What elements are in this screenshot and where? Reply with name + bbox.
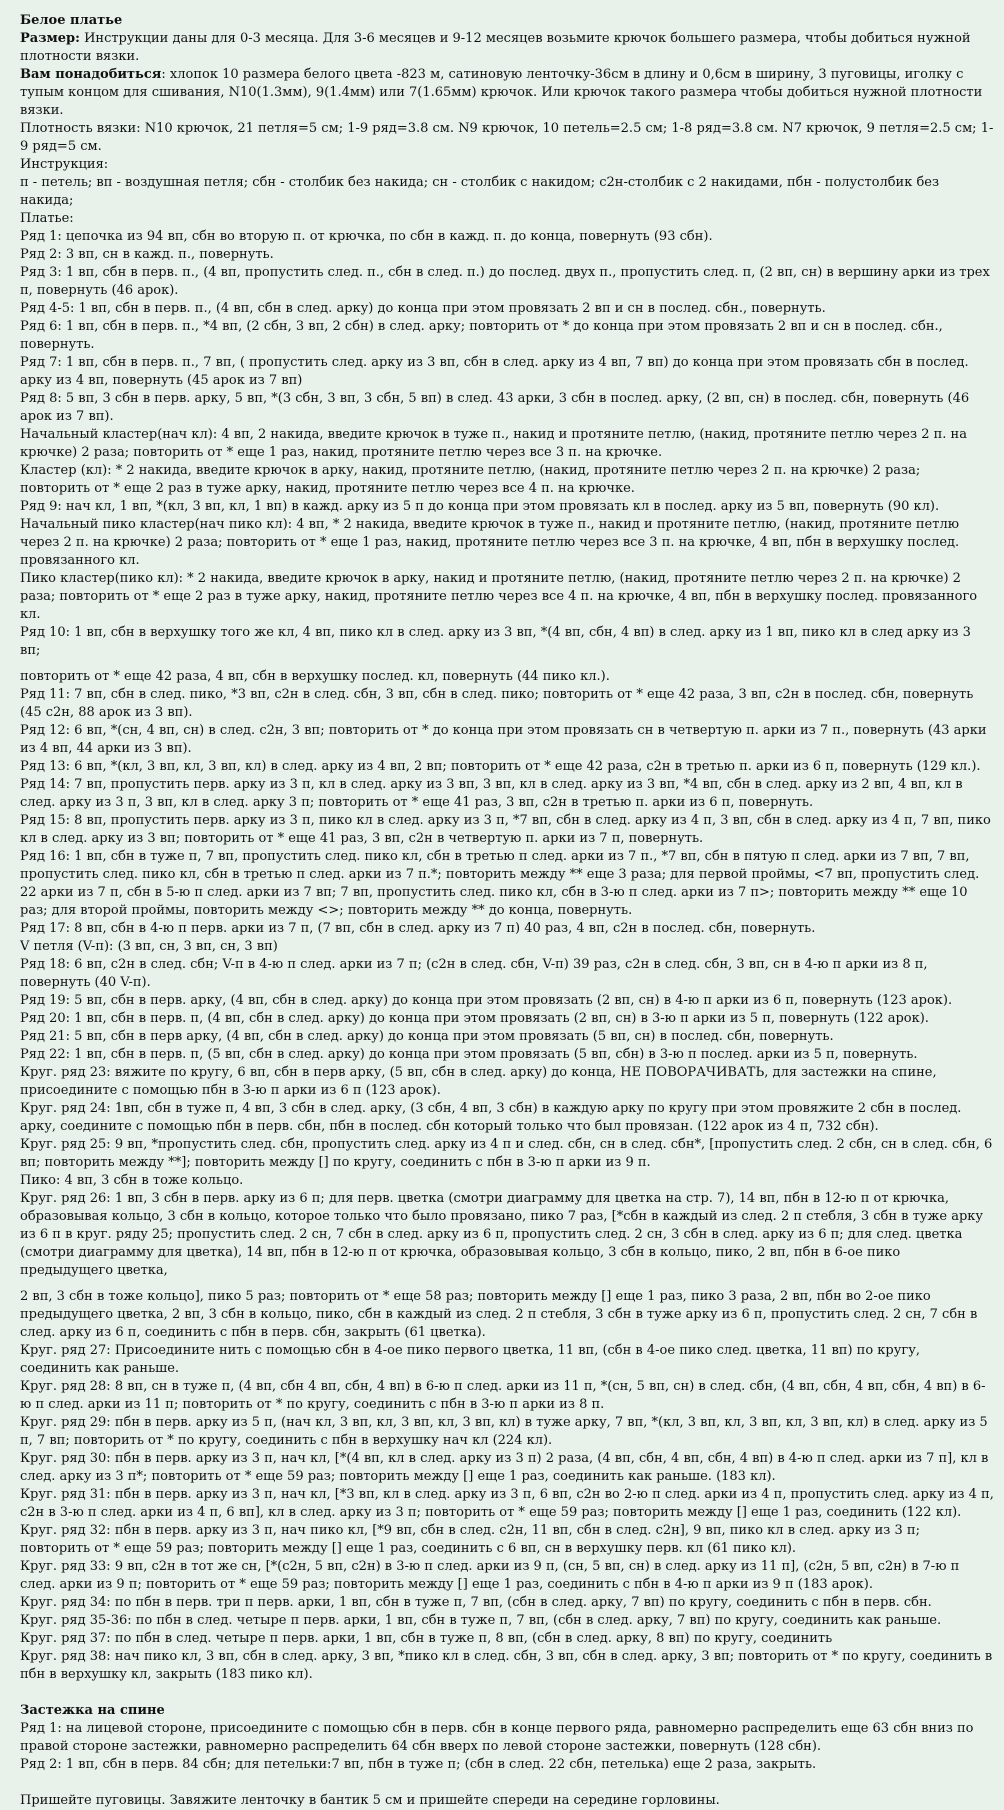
instruction-line: Начальный пико кластер(нач пико кл): 4 вп, * 2 накида, введите крючок в туже п., накид и протяните петлю, (накид, протяните петлю через 2 п. на крючке) 2 раза; повторить от * еще 1 раз, накид, протяните петлю через все 3 п. на крючке, 4 вп, пбн в верхушку послед. провязанного кл. xyxy=(20,517,960,568)
instruction-line: Ряд 4-5: 1 вп, сбн в перв. п., (4 вп, сбн в след. арку) до конца при этом провязать 2 вп и сн в послед. сбн., повернуть. xyxy=(20,301,826,316)
abbreviations-paragraph: п - петель; вп - воздушная петля; сбн - столбик без накида; сн - столбик с накидом; с2н-столбик с 2 накидами, пбн - полустолбик без накида; xyxy=(20,175,940,208)
size-text: Инструкции даны для 0-3 месяца. Для 3-6 месяцев и 9-12 месяцев возьмите крючок большего размера, чтобы добиться нужной плотности вязки. xyxy=(20,31,971,64)
instruction-line: Ряд 9: нач кл, 1 вп, *(кл, 3 вп, кл, 1 вп) в кажд. арку из 5 п до конца при этом провязать кл в послед. арку из 5 вп, повернуть (90 кл). xyxy=(20,499,940,514)
instruction-line: Круг. ряд 33: 9 вп, с2н в тот же сн, [*(с2н, 5 вп, с2н) в 3-ю п след. арки из 9 п, (сн, 5 вп, сн) в след. арку из 11 п], (с2н, 5 вп, с2н) в 7-ю п след. арки из 9 п; повторить от * еще 59 раз; повторить между [] еще 1 раз, соединить с пбн в 4-ю п арки из 9 п (183 арок). xyxy=(20,1559,960,1592)
instruction-line: Круг. ряд 35-36: по пбн в след. четыре п перв. арки, 1 вп, сбн в туже п, 7 вп, (сбн в след. арку, 7 вп) по кругу, соединить как раньше. xyxy=(20,1613,942,1628)
instruction-line: Ряд 19: 5 вп, сбн в перв. арку, (4 вп, сбн в след. арку) до конца при этом провязать (2 вп, сн) в 4-ю п арки из 6 п, повернуть (123 арок). xyxy=(20,993,953,1008)
instruction-line: Ряд 16: 1 вп, сбн в туже п, 7 вп, пропустить след. пико кл, сбн в третью п след. арки из 7 п., *7 вп, сбн в пятую п след. арки из 7 вп, 7 вп, пропустить след. пико кл, сбн в третью п след. арки из 7 п.*; повторить между ** еще 3 раза; для первой проймы, <7 вп, пропустить след. 22 арки из 7 п, сбн в 5-ю п след. арки из 7 вп; 7 вп, пропустить след. пико кл, сбн в 3-ю п след. арки из 7 п>; повторить между ** еще 10 раз; для второй проймы, повторить между <>; повторить между ** до конца, повернуть. xyxy=(20,849,980,918)
instruction-line: Круг. ряд 32: пбн в перв. арку из 3 п, нач пико кл, [*9 вп, сбн в след. с2н, 11 вп, сбн в след. с2н], 9 вп, пико кл в след. арку из 3 п; повторить от * еще 59 раз; повторить между [] еще 1 раз, соединить с 6 вп, сн в верхушку перв. кл (61 пико кл). xyxy=(20,1523,920,1556)
instruction-line: Ряд 18: 6 вп, с2н в след. сбн; V-п в 4-ю п след. арки из 7 п; (с2н в след. сбн, V-п) 39 раз, с2н в след. сбн, 3 вп, сн в 4-ю п арки из 8 п, повернуть (40 V-п). xyxy=(20,957,928,990)
instruction-line: Круг. ряд 24: 1вп, сбн в туже п, 4 вп, 3 сбн в след. арку, (3 сбн, 4 вп, 3 сбн) в каждую арку по кругу при этом провяжите 2 сбн в послед. арку, соедините с помощью пбн в перв. сбн, пбн в послед. сбн который только что был провязан. (122 арок из 4 п, 732 сбн). xyxy=(20,1101,962,1134)
instruction-line: Ряд 2: 3 вп, сн в кажд. п., повернуть. xyxy=(20,247,274,262)
instructions-label: Инструкция: xyxy=(20,157,109,172)
document-title: Белое платье xyxy=(20,13,123,28)
dress-label: Платье: xyxy=(20,211,74,226)
instructions-block-1 xyxy=(20,228,994,660)
instruction-line: Ряд 20: 1 вп, сбн в перв. п, (4 вп, сбн в след. арку) до конца при этом провязать (2 вп, сн) в 3-ю п арки из 5 п, повернуть (122 арок). xyxy=(20,1011,929,1026)
instruction-line: Ряд 3: 1 вп, сбн в перв. п., (4 вп, пропустить след. п., сбн в след. п.) до послед. двух п., пропустить след. п, (2 вп, сн) в вершину арки из трех п, повернуть (46 арок). xyxy=(20,265,990,298)
instruction-line: Ряд 21: 5 вп, сбн в перв арку, (4 вп, сбн в след. арку) до конца при этом провязать (5 вп, сн) в послед. сбн, повернуть. xyxy=(20,1029,834,1044)
instruction-line: Круг. ряд 30: пбн в перв. арку из 3 п, нач кл, [*(4 вп, кл в след. арку из 3 п) 2 раза, (4 вп, сбн, 4 вп, сбн, 4 вп) в 4-ю п след. арки из 7 п], кл в след. арку из 3 п*; повторить от * еще 59 раз; повторить между [] еще 1 раз, соединить как раньше. (183 кл). xyxy=(20,1451,989,1484)
instruction-line: Ряд 17: 8 вп, сбн в 4-ю п перв. арки из 7 п, (7 вп, сбн в след. арку из 7 п) 40 раз, 4 вп, с2н в послед. сбн, повернуть. xyxy=(20,921,816,936)
instruction-line: Ряд 1: на лицевой стороне, присоедините с помощью сбн в перв. сбн в конце первого ряда, равномерно распределить еще 63 сбн вниз по правой стороне застежки, равномерно распределить 64 сбн вверх по левой стороне застежки, повернуть (128 сбн). xyxy=(20,1721,974,1754)
gauge-paragraph: Плотность вязки: N10 крючок, 21 петля=5 см; 1-9 ряд=3.8 см. N9 крючок, 10 петель=2.5 см; 1-8 ряд=3.8 см. N7 крючок, 9 петля=2.5 см; 1-9 ряд=5 см. xyxy=(20,121,994,154)
instruction-line: Пико кластер(пико кл): * 2 накида, введите крючок в арку, накид и протяните петлю, (накид, протяните петлю через 2 п. на крючке) 2 раза; повторить от * еще 2 раз в туже арку, накид, протяните петлю через все 4 п. на крючке, 4 вп, пбн в верхушку послед. провязанного кл. xyxy=(20,571,978,622)
instruction-line: Круг. ряд 34: по пбн в перв. три п перв. арки, 1 вп, сбн в туже п, 7 вп, (сбн в след. арку, 7 вп) по кругу, соединить с пбн в перв. сбн. xyxy=(20,1595,932,1610)
instruction-line: повторить от * еще 42 раза, 4 вп, сбн в верхушку послед. кл, повернуть (44 пико кл.). xyxy=(20,669,610,684)
instruction-line: Ряд 10: 1 вп, сбн в верхушку того же кл, 4 вп, пико кл в след. арку из 3 вп, *(4 вп, сбн, 4 вп) в след. арку из 1 вп, пико кл в след арку из 3 вп; xyxy=(20,625,971,658)
materials-text: : хлопок 10 размера белого цвета -823 м, сатиновую ленточку-36см в длину и 0,6см в ширину, 3 пуговицы, иголку с тупым концом для сшивания, N10(1.3мм), 9(1.4мм) или 7(1.65мм) крючок. Или крючок такого размера чтобы добиться нужной плотности вязки. xyxy=(20,67,983,118)
materials-label: Вам понадобиться xyxy=(20,67,162,82)
instruction-line: Начальный кластер(нач кл): 4 вп, 2 накида, введите крючок в туже п., накид и протяните петлю, (накид, протяните петлю через 2 п. на крючке) 2 раза; повторить от * еще 1 раз, накид, протяните петлю через все 3 п. на крючке. xyxy=(20,427,967,460)
instruction-line: 2 вп, 3 сбн в тоже кольцо], пико 5 раз; повторить от * еще 58 раз; повторить между [] еще 1 раз, пико 3 раза, 2 вп, пбн во 2-ое пико предыдущего цветка, 2 вп, 3 сбн в кольцо, пико, сбн в каждый из след. 2 п стебля, 3 сбн в туже арку из 6 п, пропустить след. 2 сн, 7 сбн в след. арку из 6 п, соединить с пбн в перв. сбн, закрыть (61 цветка). xyxy=(20,1289,978,1340)
instruction-line: Ряд 2: 1 вп, сбн в перв. 84 сбн; для петельки:7 вп, пбн в туже п; (сбн в след. 22 сбн, петелька) еще 2 раза, закрыть. xyxy=(20,1757,817,1772)
instruction-line: Круг. ряд 37: по пбн в след. четыре п перв. арки, 1 вп, сбн в туже п, 8 вп, (сбн в след. арку, 8 вп) по кругу, соединить xyxy=(20,1631,833,1646)
size-paragraph xyxy=(20,30,994,66)
materials-paragraph xyxy=(20,66,994,120)
instruction-line: Ряд 1: цепочка из 94 вп, сбн во вторую п. от крючка, по сбн в кажд. п. до конца, повернуть (93 сбн). xyxy=(20,229,713,244)
size-label: Размер: xyxy=(20,31,80,46)
instruction-line: Ряд 11: 7 вп, сбн в след. пико, *3 вп, с2н в след. сбн, 3 вп, сбн в след. пико; повторить от * еще 42 раза, 3 вп, с2н в послед. сбн, повернуть (45 с2н, 88 арок из 3 вп). xyxy=(20,687,974,720)
instructions-block-3 xyxy=(20,1288,994,1684)
clasp-title: Застежка на спине xyxy=(20,1703,165,1718)
instruction-line: Ряд 22: 1 вп, сбн в перв. п, (5 вп, сбн в след. арку) до конца при этом провязать (5 вп, сбн) в 3-ю п послед. арки из 5 п, повернуть. xyxy=(20,1047,918,1062)
instruction-line: Круг. ряд 25: 9 вп, *пропустить след. сбн, пропустить след. арку из 4 п и след. сбн, сн в след. сбн*, [пропустить след. 2 сбн, сн в след. сбн, 6 вп; повторить между **]; повторить между [] по кругу, соединить с пбн в 3-ю п арки из 9 п. xyxy=(20,1137,993,1170)
instruction-line: Круг. ряд 31: пбн в перв. арку из 3 п, нач кл, [*3 вп, кл в след. арку из 3 п, 6 вп, с2н во 2-ю п след. арки из 4 п, пропустить след. арку из 4 п, с2н в 3-ю п след. арки из 4 п, 6 вп], кл в след. арку из 3 п; повторить от * еще 59 раз; повторить между [] еще 1 раз, соединить (122 кл). xyxy=(20,1487,994,1520)
instruction-line: Ряд 6: 1 вп, сбн в перв. п., *4 вп, (2 сбн, 3 вп, 2 сбн) в след. арку; повторить от * до конца при этом провязать 2 вп и сн в послед. сбн., повернуть. xyxy=(20,319,943,352)
clasp-block xyxy=(20,1720,994,1774)
instruction-line: V петля (V-п): (3 вп, сн, 3 вп, сн, 3 вп) xyxy=(20,939,278,954)
instruction-line: Круг. ряд 23: вяжите по кругу, 6 вп, сбн в перв арку, (5 вп, сбн в след. арку) до конца, НЕ ПОВОРАЧИВАТЬ, для застежки на спине, присоедините с помощью пбн в 3-ю п арки из 6 п (123 арок). xyxy=(20,1065,937,1098)
instruction-line: Круг. ряд 26: 1 вп, 3 сбн в перв. арку из 6 п; для перв. цветка (смотри диаграмму для цветка на стр. 7), 14 вп, пбн в 12-ю п от крючка, образовывая кольцо, 3 сбн в кольцо, которое только что было провязано, пико 7 раз, [*сбн в каждый из след. 2 п стебля, 3 сбн в туже арку из 6 п в круг. ряду 25; пропустить след. 2 сн, 7 сбн в след. арку из 6 п, пропустить след. 2 сн, 3 сбн в след. арку из 6 п; для след. цветка (смотри диаграмму для цветка), 14 вп, пбн в 12-ю п от крючка, образовывая кольцо, 3 сбн в кольцо, пико, 2 вп, пбн в 6-ое пико предыдущего цветка, xyxy=(20,1191,984,1278)
instruction-line: Ряд 14: 7 вп, пропустить перв. арку из 3 п, кл в след. арку из 3 вп, 3 вп, кл в след. арку из 3 вп, *4 вп, сбн в след. арку из 2 вп, 4 вп, кл в след. арку из 3 п, 3 вп, кл в след. арку 3 п; повторить от * еще 41 раз, 3 вп, с2н в третью п. арки из 6 п, повернуть. xyxy=(20,777,963,810)
instruction-line: Кластер (кл): * 2 накида, введите крючок в арку, накид, протяните петлю, (накид, протяните петлю через 2 п. на крючке) 2 раза; повторить от * еще 2 раз в туже арку, накид, протяните петлю через все 4 п. на крючке. xyxy=(20,463,921,496)
instructions-block-2 xyxy=(20,668,994,1280)
instruction-line: Круг. ряд 28: 8 вп, сн в туже п, (4 вп, сбн 4 вп, сбн, 4 вп) в 6-ю п след. арки из 11 п, *(сн, 5 вп, сн) в след. сбн, (4 вп, сбн, 4 вп, сбн, 4 вп) в 6-ю п след. арки из 11 п; повторить от * по кругу, соединить с пбн в 3-ю п арки из 8 п. xyxy=(20,1379,986,1412)
instruction-line: Ряд 7: 1 вп, сбн в перв. п., 7 вп, ( пропустить след. арку из 3 вп, сбн в след. арку из 4 вп, 7 вп) до конца при этом провязать сбн в послед. арку из 4 вп, повернуть (45 арок из 7 вп) xyxy=(20,355,969,388)
instruction-line: Ряд 13: 6 вп, *(кл, 3 вп, кл, 3 вп, кл) в след. арку из 4 вп, 2 вп; повторить от * еще 42 раза, с2н в третью п. арки из 6 п, повернуть (129 кл.). xyxy=(20,759,981,774)
instruction-line: Круг. ряд 27: Присоедините нить с помощью сбн в 4-ое пико первого цветка, 11 вп, (сбн в 4-ое пико след. цветка, 11 вп) по кругу, соединить как раньше. xyxy=(20,1343,920,1376)
instruction-line: Пико: 4 вп, 3 сбн в тоже кольцо. xyxy=(20,1173,244,1188)
final-paragraph: Пришейте пуговицы. Завяжите ленточку в бантик 5 см и пришейте спереди на середине горловины. xyxy=(20,1793,720,1808)
instruction-line: Ряд 15: 8 вп, пропустить перв. арку из 3 п, пико кл в след. арку из 3 п, *7 вп, сбн в след. арку из 4 п, 3 вп, сбн в след. арку из 4 п, 7 вп, пико кл в след. арку из 3 вп; повторить от * еще 41 раз, 3 вп, с2н в четвертую п. арки из 7 п, повернуть. xyxy=(20,813,991,846)
instruction-line: Круг. ряд 38: нач пико кл, 3 вп, сбн в след. арку, 3 вп, *пико кл в след. сбн, 3 вп, сбн в след. арку, 3 вп; повторить от * по кругу, соединить в пбн в верхушку кл, закрыть (183 пико кл). xyxy=(20,1649,993,1682)
instruction-line: Ряд 8: 5 вп, 3 сбн в перв. арку, 5 вп, *(3 сбн, 3 вп, 3 сбн, 5 вп) в след. 43 арки, 3 сбн в послед. арку, (2 вп, сн) в послед. сбн, повернуть (46 арок из 7 вп). xyxy=(20,391,970,424)
instruction-line: Ряд 12: 6 вп, *(сн, 4 вп, сн) в след. с2н, 3 вп; повторить от * до конца при этом провязать сн в четвертую п. арки из 7 п., повернуть (43 арки из 4 вп, 44 арки из 3 вп). xyxy=(20,723,987,756)
instruction-line: Круг. ряд 29: пбн в перв. арку из 5 п, (нач кл, 3 вп, кл, 3 вп, кл, 3 вп, кл) в туже арку, 7 вп, *(кл, 3 вп, кл, 3 вп, кл, 3 вп, кл) в след. арку из 5 п, 7 вп; повторить от * по кругу, соединить с пбн в верхушку нач кл (224 кл). xyxy=(20,1415,988,1448)
